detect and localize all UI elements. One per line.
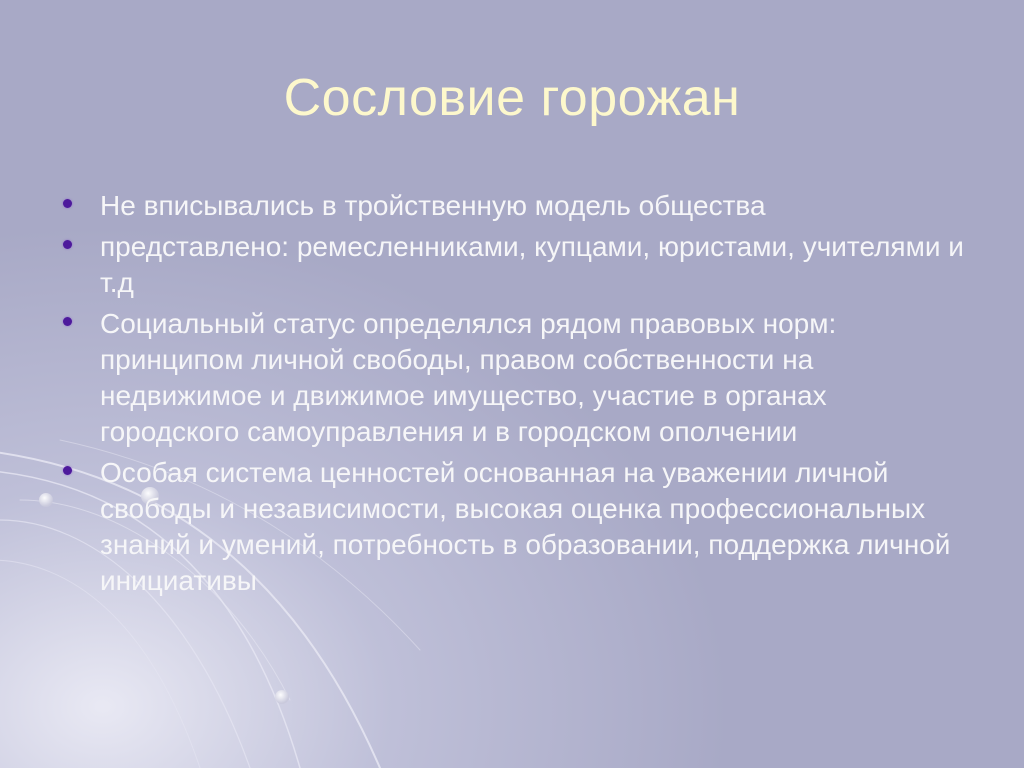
bullet-dot-icon <box>63 240 72 249</box>
bullet-text: Не вписывались в тройственную модель общества <box>100 190 766 221</box>
list-item <box>100 455 970 599</box>
bullet-text: Особая система ценностей основанная на уважении личной свободы и независимости, высокая оценка профессиональных знаний и умений, потребность в образовании, поддержка личной инициативы <box>100 457 951 596</box>
list-item <box>100 229 970 301</box>
list-item <box>100 188 970 224</box>
bullet-dot-icon <box>63 317 72 326</box>
bullet-text: Социальный статус определялся рядом правовых норм: принципом личной свободы, правом собственности на недвижимое и движимое имущество, участие в органах городского самоуправления и в городском ополчении <box>100 308 837 447</box>
slide-title: Сословие горожан <box>283 69 741 127</box>
bullet-text: представлено: ремесленниками, купцами, юристами, учителями и т.д <box>100 231 964 298</box>
bullet-dot-icon <box>63 466 72 475</box>
bullet-list <box>100 188 970 604</box>
bullet-dot-icon <box>63 199 72 208</box>
list-item <box>100 306 970 450</box>
